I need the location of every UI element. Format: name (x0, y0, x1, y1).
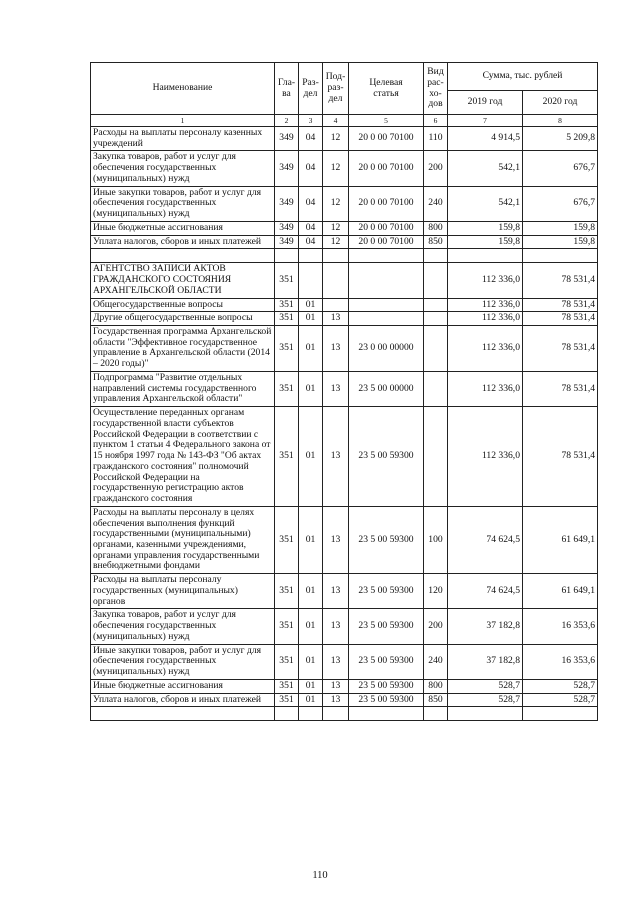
header-year-2020: 2020 год (523, 91, 598, 115)
row-glava: 351 (275, 574, 299, 609)
row-sum-2020: 78 531,4 (523, 326, 598, 372)
row-sum-2019: 112 336,0 (448, 326, 523, 372)
row-target: 23 5 00 59300 (349, 693, 424, 707)
row-podrazdel: 12 (323, 127, 349, 151)
row-podrazdel: 12 (323, 151, 349, 186)
row-vid (424, 312, 448, 326)
row-glava: 349 (275, 221, 299, 235)
row-sum-2019: 37 182,8 (448, 609, 523, 644)
column-index-row (91, 115, 598, 127)
row-sum-2020: 61 649,1 (523, 574, 598, 609)
row-podrazdel: 13 (323, 693, 349, 707)
row-name (91, 249, 275, 263)
row-razdel (299, 707, 323, 721)
row-name: Государственная программа Архангельской области "Эффективное государственное управление в Архангельской области (2014 – 2020 годы)" (91, 326, 275, 372)
row-podrazdel: 13 (323, 312, 349, 326)
table-row (91, 679, 598, 693)
row-razdel: 04 (299, 221, 323, 235)
row-vid: 110 (424, 127, 448, 151)
row-target (349, 707, 424, 721)
row-target (349, 298, 424, 312)
budget-table (90, 62, 598, 721)
row-sum-2020: 61 649,1 (523, 506, 598, 573)
row-glava: 349 (275, 235, 299, 249)
row-name: Расходы на выплаты персоналу казенных учреждений (91, 127, 275, 151)
row-name (91, 707, 275, 721)
row-name: Закупка товаров, работ и услуг для обеспечения государственных (муниципальных) нужд (91, 609, 275, 644)
row-sum-2020: 528,7 (523, 693, 598, 707)
row-target: 23 5 00 59300 (349, 609, 424, 644)
row-glava: 351 (275, 644, 299, 679)
column-index: 4 (323, 115, 349, 127)
column-index: 6 (424, 115, 448, 127)
table-row (91, 609, 598, 644)
page-number: 110 (312, 870, 328, 881)
row-sum-2019 (448, 249, 523, 263)
row-sum-2019: 528,7 (448, 693, 523, 707)
header-name: Наименование (91, 63, 275, 115)
row-sum-2019 (448, 707, 523, 721)
table-row (91, 644, 598, 679)
row-sum-2020: 159,8 (523, 235, 598, 249)
row-vid (424, 298, 448, 312)
row-razdel: 01 (299, 407, 323, 507)
row-name: Другие общегосударственные вопросы (91, 312, 275, 326)
row-glava: 351 (275, 298, 299, 312)
row-glava: 351 (275, 693, 299, 707)
row-glava: 349 (275, 186, 299, 221)
row-sum-2019: 74 624,5 (448, 574, 523, 609)
row-sum-2019: 542,1 (448, 151, 523, 186)
row-razdel: 04 (299, 127, 323, 151)
row-glava: 351 (275, 506, 299, 573)
row-sum-2020: 16 353,6 (523, 609, 598, 644)
row-glava: 351 (275, 326, 299, 372)
row-razdel: 01 (299, 312, 323, 326)
row-sum-2020: 78 531,4 (523, 298, 598, 312)
row-target: 23 5 00 59300 (349, 506, 424, 573)
row-razdel: 01 (299, 644, 323, 679)
header-sum: Сумма, тыс. рублей (448, 63, 598, 91)
row-podrazdel (323, 249, 349, 263)
column-index: 1 (91, 115, 275, 127)
row-vid (424, 263, 448, 298)
row-sum-2019: 159,8 (448, 221, 523, 235)
row-podrazdel (323, 263, 349, 298)
row-target (349, 263, 424, 298)
row-vid: 850 (424, 235, 448, 249)
table-row (91, 574, 598, 609)
row-sum-2020: 5 209,8 (523, 127, 598, 151)
row-glava (275, 707, 299, 721)
row-podrazdel: 13 (323, 506, 349, 573)
header-razdel: Раз- дел (299, 63, 323, 115)
row-glava (275, 249, 299, 263)
header-vid: Вид рас- хо- дов (424, 63, 448, 115)
row-sum-2020: 78 531,4 (523, 371, 598, 406)
row-target: 20 0 00 70100 (349, 151, 424, 186)
table-row (91, 506, 598, 573)
row-razdel: 01 (299, 679, 323, 693)
row-target: 20 0 00 70100 (349, 235, 424, 249)
table-row (91, 151, 598, 186)
row-sum-2019: 159,8 (448, 235, 523, 249)
row-sum-2020: 78 531,4 (523, 312, 598, 326)
row-target: 23 0 00 00000 (349, 326, 424, 372)
row-target (349, 312, 424, 326)
row-glava: 351 (275, 407, 299, 507)
row-razdel: 04 (299, 151, 323, 186)
row-razdel: 01 (299, 298, 323, 312)
table-row (91, 127, 598, 151)
row-glava: 351 (275, 312, 299, 326)
row-sum-2020: 676,7 (523, 151, 598, 186)
row-razdel: 04 (299, 235, 323, 249)
row-glava: 351 (275, 609, 299, 644)
table-row (91, 407, 598, 507)
row-vid: 200 (424, 609, 448, 644)
row-glava: 351 (275, 263, 299, 298)
row-sum-2020: 528,7 (523, 679, 598, 693)
row-name: Иные бюджетные ассигнования (91, 221, 275, 235)
row-sum-2020: 78 531,4 (523, 263, 598, 298)
row-podrazdel: 12 (323, 221, 349, 235)
row-glava: 351 (275, 371, 299, 406)
row-sum-2020 (523, 249, 598, 263)
row-razdel: 04 (299, 186, 323, 221)
row-glava: 349 (275, 151, 299, 186)
table-row (91, 326, 598, 372)
row-target: 23 5 00 59300 (349, 407, 424, 507)
row-target: 23 5 00 00000 (349, 371, 424, 406)
header-target: Целевая статья (349, 63, 424, 115)
row-razdel: 01 (299, 326, 323, 372)
row-vid: 120 (424, 574, 448, 609)
row-sum-2019: 112 336,0 (448, 312, 523, 326)
row-sum-2020: 78 531,4 (523, 407, 598, 507)
row-target: 23 5 00 59300 (349, 644, 424, 679)
header-glava: Гла- ва (275, 63, 299, 115)
row-name: Уплата налогов, сборов и иных платежей (91, 235, 275, 249)
row-glava: 349 (275, 127, 299, 151)
row-glava: 351 (275, 679, 299, 693)
row-name: Расходы на выплаты персоналу государственных (муниципальных) органов (91, 574, 275, 609)
row-sum-2019: 112 336,0 (448, 298, 523, 312)
row-podrazdel: 12 (323, 235, 349, 249)
row-sum-2019: 74 624,5 (448, 506, 523, 573)
row-razdel: 01 (299, 574, 323, 609)
table-row (91, 263, 598, 298)
row-name: Осуществление переданных органам государственной власти субъектов Российской Федерации в соответствии с пунктом 1 статьи 4 Федерального закона от 15 ноября 1997 года № 143-ФЗ "Об актах гражданского состояния" полномочий Российской Федерации на государственную регистрацию актов гражданского состояния (91, 407, 275, 507)
table-row (91, 235, 598, 249)
row-vid (424, 707, 448, 721)
row-name: Подпрограмма "Развитие отдельных направлений системы государственного управления Архангельской области" (91, 371, 275, 406)
row-sum-2020: 676,7 (523, 186, 598, 221)
table-row (91, 298, 598, 312)
row-podrazdel: 13 (323, 644, 349, 679)
row-vid: 200 (424, 151, 448, 186)
row-sum-2019: 112 336,0 (448, 371, 523, 406)
row-podrazdel: 13 (323, 679, 349, 693)
row-sum-2020 (523, 707, 598, 721)
row-razdel: 01 (299, 609, 323, 644)
row-sum-2020: 16 353,6 (523, 644, 598, 679)
row-vid: 800 (424, 221, 448, 235)
row-vid: 100 (424, 506, 448, 573)
row-sum-2020: 159,8 (523, 221, 598, 235)
row-name: Расходы на выплаты персоналу в целях обеспечения выполнения функций государственными (муниципальными) органами, казенными учреждениями, органами управления государственными внебюджетными фондами (91, 506, 275, 573)
row-podrazdel: 13 (323, 407, 349, 507)
row-target: 23 5 00 59300 (349, 574, 424, 609)
header-year-2019: 2019 год (448, 91, 523, 115)
row-name: Общегосударственные вопросы (91, 298, 275, 312)
row-target: 20 0 00 70100 (349, 221, 424, 235)
row-sum-2019: 528,7 (448, 679, 523, 693)
header-podrazdel: Под- раз- дел (323, 63, 349, 115)
table-row (91, 693, 598, 707)
row-sum-2019: 4 914,5 (448, 127, 523, 151)
table-row (91, 312, 598, 326)
row-podrazdel: 12 (323, 186, 349, 221)
table-row (91, 371, 598, 406)
row-razdel (299, 249, 323, 263)
row-sum-2019: 542,1 (448, 186, 523, 221)
row-name: Уплата налогов, сборов и иных платежей (91, 693, 275, 707)
row-target: 20 0 00 70100 (349, 186, 424, 221)
row-vid (424, 249, 448, 263)
row-name: АГЕНТСТВО ЗАПИСИ АКТОВ ГРАЖДАНСКОГО СОСТОЯНИЯ АРХАНГЕЛЬСКОЙ ОБЛАСТИ (91, 263, 275, 298)
row-razdel: 01 (299, 506, 323, 573)
row-name: Иные бюджетные ассигнования (91, 679, 275, 693)
row-vid: 240 (424, 644, 448, 679)
spacer-row (91, 707, 598, 721)
spacer-row (91, 249, 598, 263)
row-sum-2019: 112 336,0 (448, 263, 523, 298)
row-razdel (299, 263, 323, 298)
row-name: Иные закупки товаров, работ и услуг для обеспечения государственных (муниципальных) нужд (91, 644, 275, 679)
row-podrazdel (323, 707, 349, 721)
row-vid (424, 371, 448, 406)
column-index: 7 (448, 115, 523, 127)
row-podrazdel: 13 (323, 326, 349, 372)
row-vid (424, 407, 448, 507)
row-name: Иные закупки товаров, работ и услуг для обеспечения государственных (муниципальных) нужд (91, 186, 275, 221)
row-sum-2019: 37 182,8 (448, 644, 523, 679)
row-razdel: 01 (299, 693, 323, 707)
row-vid: 240 (424, 186, 448, 221)
table-row (91, 221, 598, 235)
row-razdel: 01 (299, 371, 323, 406)
column-index: 5 (349, 115, 424, 127)
row-vid: 800 (424, 679, 448, 693)
row-podrazdel: 13 (323, 574, 349, 609)
table-row (91, 186, 598, 221)
row-target: 20 0 00 70100 (349, 127, 424, 151)
row-sum-2019: 112 336,0 (448, 407, 523, 507)
column-index: 2 (275, 115, 299, 127)
row-target: 23 5 00 59300 (349, 679, 424, 693)
row-vid: 850 (424, 693, 448, 707)
row-podrazdel: 13 (323, 371, 349, 406)
row-podrazdel (323, 298, 349, 312)
row-vid (424, 326, 448, 372)
row-podrazdel: 13 (323, 609, 349, 644)
column-index: 3 (299, 115, 323, 127)
row-name: Закупка товаров, работ и услуг для обеспечения государственных (муниципальных) нужд (91, 151, 275, 186)
column-index: 8 (523, 115, 598, 127)
row-target (349, 249, 424, 263)
